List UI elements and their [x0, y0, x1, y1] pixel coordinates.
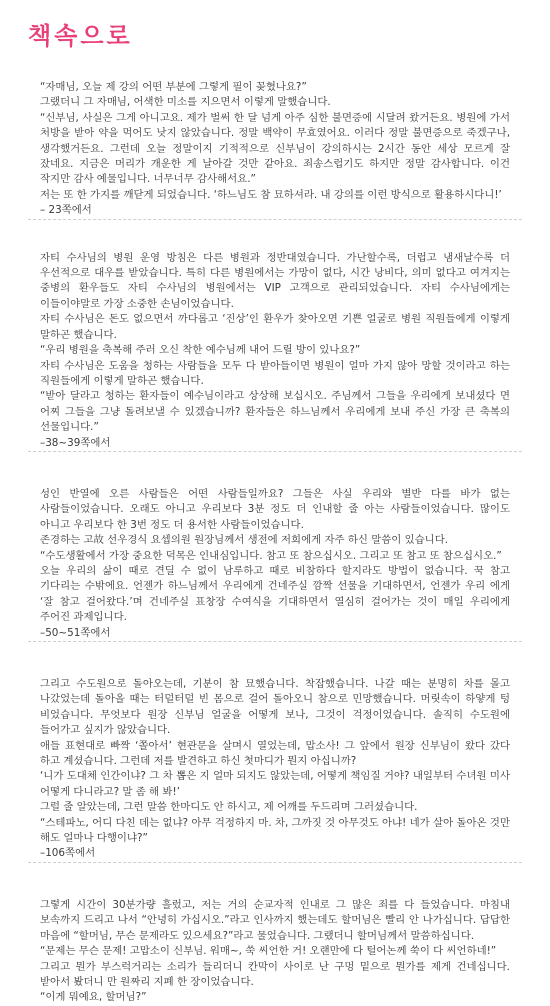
excerpt-paragraph: 성인 반열에 오른 사람들은 어떤 사람들일까요? 그들은 사실 우리와 별반 다를 바가 없는 사람들이었습니다. 오래도 아니고 우리보다 3분 정도 더 인내할 줄 아는 사람들이었습니다. 많이도 아니고 우리보다 한 3번 정도 더 용서한 사람들이었습니다.	[40, 487, 510, 531]
excerpt-paragraph: 애들 표현대로 빠짝 ‘쫄아서’ 현관문을 살며시 열었는데, 맙소사! 그 앞에서 원장 신부님이 왔다 갔다 하고 계셨습니다. 그런데 저를 발견하고 하신 첫마디가 뭔지 아십니까?	[40, 739, 510, 768]
excerpt-paragraph: “자매님, 오늘 제 강의 어떤 부분에 그렇게 필이 꽂혔나요?”	[40, 81, 307, 93]
excerpt-paragraph: 자티 수사님의 병원 운영 방침은 다른 병원과 정반대였습니다. 가난할수록, 더럽고 냄새날수록 더 우선적으로 대우를 받았습니다. 특히 다른 병원에서는 가망이 없다, 시간 낭비다, 의미 없다고 여겨지는 중병의 환우들도 자티 수사님의 병원에서는 VIP 고객으로 관리되었습니다. 자티 수사님에게는 이들이야말로 가장 소중한 손님이었습니다.	[40, 251, 510, 310]
header	[0, 0, 550, 62]
page-citation: –106쪽에서	[40, 847, 96, 860]
excerpt-paragraph: “신부님, 사실은 그게 아니고요. 제가 벌써 한 달 넘게 아주 심한 불면증에 시달려 왔거든요. 병원에 가서 처방을 받아 약을 먹어도 낫지 않았습니다. 정말 백약이 무효였어요. 이러다 정말 불면증으로 죽겠구나, 생각했거든요. 그런데 오늘 정말이지 기적적으로 신부님이 강의하시는 2시간 동안 세상 모르게 잘 잤네요. 지금은 머리가 개운한 게 날아갈 것만 같아요. 죄송스럽기도 하지만 정말 감사합니다. 이건 작지만 감사 예물입니다. 너무너무 감사해서요.”	[40, 111, 510, 186]
excerpt-paragraph: “우리 병원을 축복해 주러 오신 착한 예수님께 내어 드릴 방이 있나요?”	[40, 344, 361, 357]
excerpt-paragraph: “문제는 무슨 문제! 고맙소이 신부님. 워매~, 쑥 씨언한 거! 오랜만에 다 털어논께 쑥이 다 씨언하네!”	[40, 945, 497, 958]
excerpt-paragraph: 그리고 뭔가 부스럭거리는 소리가 들리더니 칸막이 사이로 난 구멍 밑으로 뭔가를 제게 건네십니다. 받아서 봤더니 만 원짜리 지폐 한 장이었습니다.	[40, 960, 510, 988]
excerpt-paragraph: “받아 달라고 청하는 환자들이 예수님이라고 상상해 보십시오. 주님께서 그들을 우리에게 보내셨다 면 어찌 그들을 그냥 돌려보낼 수 있겠습니까? 환자들은 하느님께서 우리에게 보내 주신 가장 큰 축복의 선물입니다.”	[40, 390, 510, 434]
page-citation: –38~39쪽에서	[40, 436, 111, 449]
excerpt-paragraph: 자티 수사님은 돈도 없으면서 까다롭고 ‘진상’인 환우가 찾아오면 기쁜 얼굴로 병원 직원들에게 이렇게 말하곤 했습니다.	[40, 313, 510, 341]
excerpt-paragraph: “이게 뭐예요, 할머님?”	[40, 991, 147, 1004]
excerpt-paragraph: 그럴 줄 알았는데, 그런 말씀 한마디도 안 하시고, 제 어깨를 두드리며 그러셨습니다.	[40, 801, 418, 814]
excerpt-paragraph: 자티 수사님은 도움을 청하는 사람들을 모두 다 받아들이면 병원이 얼마 가지 않아 망할 것이라고 하는 직원들에게 이렇게 말하곤 했습니다.	[40, 359, 510, 387]
section-title: 책속으로	[28, 22, 133, 50]
excerpt-paragraph: 존경하는 고故 선우경식 요셉의원 원장님께서 생전에 저희에게 자주 하신 말씀이 있습니다.	[40, 534, 449, 547]
dashed-divider	[28, 219, 522, 220]
excerpt-paragraph: 저는 또 한 가지를 깨닫게 되었습니다. ‘하느님도 참 묘하셔라. 내 강의를 이런 방식으로 활용하시다니!’	[40, 188, 502, 201]
excerpt-paragraph: 오늘 우리의 삶이 때로 견딜 수 없이 남루하고 때로 비참하다 할지라도 방법이 없습니다. 꾹 참고 기다리는 수밖에요. 언젠가 하느님께서 우리에게 건네주실 깜짝 선물을 기대하면서, 언젠가 우리 에게 ‘잘 참고 걸어왔다.’며 건네주실 표창장 수여식을 기대하면서 열심히 걸어가는 것이 매일 우리에게 주어진 과제입니다.	[40, 564, 510, 624]
page-citation: –50~51쪽에서	[40, 626, 111, 639]
excerpt-section	[0, 62, 550, 219]
dashed-divider	[28, 862, 522, 863]
excerpt-paragraph: “스테파노, 어디 다친 데는 없냐? 아무 걱정하지 마. 차, 그까짓 것 아무것도 아냐! 네가 살아 돌아온 것만 해도 얼마나 다행이냐?”	[40, 816, 510, 845]
dashed-divider	[28, 451, 522, 452]
excerpt-paragraph: ‘니가 도대체 인간이냐? 그 차 뽑은 지 얼마 되지도 않았는데, 어떻게 책임질 거야? 내일부터 수녀원 미사 어떻게 다니라고? 말 좀 해 봐!’	[40, 770, 510, 798]
excerpt-section	[0, 219, 550, 451]
excerpt-paragraph: 그렇게 시간이 30분가량 흘렀고, 저는 거의 순교자적 인내로 그 많은 죄를 다 들었습니다. 마침내 보속까지 드리고 나서 “안녕히 가십시오.”라고 인사까지 했는데도 할머님은 빨리 안 나가십니다. 답답한 마음에 “할머님, 무슨 문제라도 있으세요?”라고 물었습니다. 그랬더니 할머님께서 말씀하십니다.	[40, 898, 510, 942]
excerpt-section	[0, 862, 550, 1006]
page-citation: – 23쪽에서	[40, 204, 92, 217]
excerpt-paragraph: 그리고 수도원으로 돌아오는데, 기분이 참 묘했습니다. 착잡했습니다. 나갈 때는 분명히 차를 몰고 나갔었는데 돌아올 때는 터덜터덜 빈 몸으로 걸어 돌아오니 참으로 민망했습니다. 머릿속이 하얗게 텅 비었습니다. 무엇보다 원장 신부님 얼굴을 어떻게 보나, 그것이 걱정이었습니다. 솔직히 수도원에 들어가고 싶지가 않았습니다.	[40, 678, 510, 737]
excerpt-paragraph: 그랬더니 그 자매님, 어색한 미소를 지으면서 이렇게 말했습니다.	[40, 96, 331, 109]
excerpt-section	[0, 641, 550, 862]
excerpt-section	[0, 451, 550, 641]
excerpt-paragraph: “수도생활에서 가장 중요한 덕목은 인내심입니다. 참고 또 참으십시오. 그리고 또 참고 또 참으십시오.”	[40, 549, 502, 562]
dashed-divider	[28, 641, 522, 642]
